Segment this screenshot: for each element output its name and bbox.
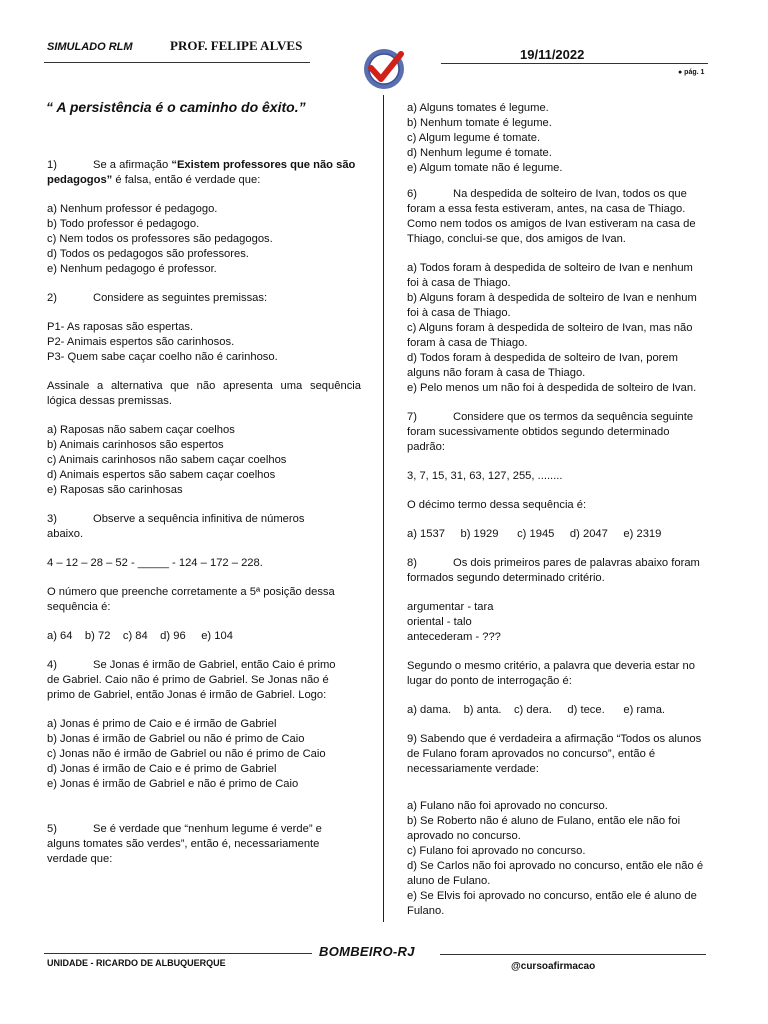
q2-premise-1: P1- As raposas são espertas. (47, 321, 194, 333)
q2-option-e: e) Raposas são carinhosas (47, 484, 183, 496)
q3-options: a) 64 b) 72 c) 84 d) 96 e) 104 (47, 630, 233, 642)
q8-prompt: Segundo o mesmo critério, a palavra que deveria estar no (407, 660, 695, 672)
q5-option-c: c) Algum legume é tomate. (407, 132, 541, 144)
q2-prompt: Assinale a alternativa que não apresenta uma sequência lógica dessas premissas. (47, 380, 361, 407)
left-column: 1) Se a afirmação “Existem professores que não são pedagogos” é falsa, então é verdade que: a) Nenhum professor é pedagogo. b) Todo professor é pedagogo. c) Nem todos os professores são pedagogos. d) Todos os pedagogos são professores. e) Nenhum pedagogo é professor. 2) Considere as seguintes premissas: P1- As raposas são espertas. P2- Animais espertos são carinhosos. P3- Quem sabe caçar coelho não é carinhoso. Assinale a alternativa que não apresenta uma sequência lógica dessas premissas. a) Raposas não sabem caçar coelhos b) Animais carinhosos são espertos c) Animais carinhosos não sabem caçar coelhos d) Animais espertos são sabem caçar coelhos e) Raposas são carinhosas 3) Observe a sequência infinitiva de números abaixo. 4 – 12 – 28 – 52 - _____ - 124 – 172 – 228. O número que preenche corretamente a 5ª posição dessa sequência é: a) 64 b) 72 c) 84 d) 96 e) 104 4) Se Jonas é irmão de Gabriel, então Caio é primo de Gabriel. Caio não é primo de Gabriel. Se Jonas não é primo de Gabriel, então Jonas é irmão de Gabriel. Logo: a) Jonas é primo de Caio e é irmão de Gabriel b) Jonas é irmão de Gabriel ou não é primo de Caio c) Jonas não é irmão de Gabriel ou não é primo de Caio d) Jonas é irmão de Caio e é primo de Gabriel e) Jonas é irmão de Gabriel e não é primo de Caio 5) Se é verdade que “nenhum legume é verde” e alguns tomates são verdes”, então é, necessariamente verdade que: (47, 159, 361, 865)
q8-pair-2: oriental - talo (407, 616, 472, 628)
q7-prompt: O décimo termo dessa sequência é: (407, 499, 587, 511)
q2-option-d: d) Animais espertos são sabem caçar coelhos (47, 469, 276, 481)
q6-option-a: a) Todos foram à despedida de solteiro de Ivan e nenhum (407, 262, 693, 274)
q8-pair-3: antecederam - ??? (407, 631, 501, 643)
footer-course-title: BOMBEIRO-RJ (319, 944, 415, 959)
question-1: 1) Se a afirmação “Existem professores que não são (47, 159, 356, 171)
question-2: 2) Considere as seguintes premissas: (47, 292, 268, 304)
q9-option-e: e) Se Elvis foi aprovado no concurso, então ele é aluno de (407, 890, 697, 902)
q9-option-c: c) Fulano foi aprovado no concurso. (407, 845, 586, 857)
header-rule-left (44, 62, 310, 63)
course-logo-icon (361, 46, 407, 92)
page-number: ● pág. 1 (678, 69, 705, 76)
question-5: 5) Se é verdade que “nenhum legume é verde” e (47, 823, 322, 835)
footer-rule-right (440, 954, 706, 955)
q5-option-e: e) Algum tomate não é legume. (407, 162, 563, 174)
q5-option-d: d) Nenhum legume é tomate. (407, 147, 552, 159)
simulado-label: SIMULADO RLM (47, 41, 133, 53)
q6-option-e: e) Pelo menos um não foi à despedida de solteiro de Ivan. (407, 382, 697, 394)
q5-option-a: a) Alguns tomates é legume. (407, 102, 549, 114)
q4-option-d: d) Jonas é irmão de Caio e é primo de Gabriel (47, 763, 277, 775)
footer-social-handle: @cursoafirmacao (511, 961, 596, 972)
right-column: a) Alguns tomates é legume. b) Nenhum tomate é legume. c) Algum legume é tomate. d) Nenhum legume é tomate. e) Algum tomate não é legume. 6) Na despedida de solteiro de Ivan, todos os que foram a essa festa estiveram, antes, na casa de Thiago. Como nem todos os amigos de Ivan estiveram na casa de Thiago, conclui-se que, dos amigos de Ivan. a) Todos foram à despedida de solteiro de Ivan e nenhum foi à casa de Thiago. b) Alguns foram à despedida de solteiro de Ivan e nenhum foi à casa de Thiago. c) Alguns foram à despedida de solteiro de Ivan, mas não foram à casa de Thiago. d) Todos foram à despedida de solteiro de Ivan, porem alguns não foram à casa de Thiago. e) Pelo menos um não foi à despedida de solteiro de Ivan. 7) Considere que os termos da sequência seguinte foram sucessivamente obtidos segundo determinado padrão: 3, 7, 15, 31, 63, 127, 255, ........ O décimo termo dessa sequência é: a) 1537 b) 1929 c) 1945 d) 2047 e) 2319 8) Os dois primeiros pares de palavras abaixo foram formados segundo determinado critério. argumentar - tara oriental - talo antecederam - ??? Segundo o mesmo critério, a palavra que deveria estar no lugar do ponto de interrogação é: a) dama. b) anta. c) dera. d) tece. e) rama. 9) Sabendo que é verdadeira a afirmação “Todos os alunos de Fulano foram aprovados no concurso”, então é necessariamente verdade: a) Fulano não foi aprovado no concurso. b) Se Roberto não é aluno de Fulano, então ele não foi aprovado no concurso. c) Fulano foi aprovado no concurso. d) Se Carlos não foi aprovado no concurso, então ele não é aluno de Fulano. e) Se Elvis foi aprovado no concurso, então ele é aluno de Fulano. (407, 101, 714, 919)
q2-option-b: b) Animais carinhosos são espertos (47, 439, 224, 451)
q7-sequence: 3, 7, 15, 31, 63, 127, 255, ........ (407, 470, 563, 482)
q4-option-c: c) Jonas não é irmão de Gabriel ou não é primo de Caio (47, 748, 326, 760)
q4-option-e: e) Jonas é irmão de Gabriel e não é primo de Caio (47, 778, 299, 790)
q4-option-a: a) Jonas é primo de Caio e é irmão de Gabriel (47, 718, 277, 730)
q8-pair-1: argumentar - tara (407, 601, 494, 613)
q8-options: a) dama. b) anta. c) dera. d) tece. e) rama. (407, 704, 666, 716)
question-8: 8) Os dois primeiros pares de palavras abaixo foram (407, 557, 700, 569)
question-6: 6) Na despedida de solteiro de Ivan, todos os que (407, 188, 687, 200)
footer-unit: UNIDADE - RICARDO DE ALBUQUERQUE (47, 958, 226, 968)
header-rule-right (441, 63, 708, 64)
q1-option-d: d) Todos os pedagogos são professores. (47, 248, 249, 260)
column-divider (383, 95, 384, 922)
exam-date: 19/11/2022 (520, 47, 585, 62)
q6-option-d: d) Todos foram à despedida de solteiro de Ivan, porem (407, 352, 678, 364)
q1-option-c: c) Nem todos os professores são pedagogos. (47, 233, 273, 245)
q4-option-b: b) Jonas é irmão de Gabriel ou não é primo de Caio (47, 733, 305, 745)
q9-option-a: a) Fulano não foi aprovado no concurso. (407, 800, 608, 812)
motto-quote: “ A persistência é o caminho do êxito.” (46, 99, 306, 115)
q3-sequence: 4 – 12 – 28 – 52 - _____ - 124 – 172 – 228. (47, 557, 263, 569)
q6-option-b: b) Alguns foram à despedida de solteiro de Ivan e nenhum (407, 292, 697, 304)
q2-premise-2: P2- Animais espertos são carinhosos. (47, 336, 235, 348)
q3-prompt: O número que preenche corretamente a 5ª posição dessa (47, 586, 335, 598)
q5-option-b: b) Nenhum tomate é legume. (407, 117, 552, 129)
q2-premise-3: P3- Quem sabe caçar coelho não é carinhoso. (47, 351, 278, 363)
question-9: 9) Sabendo que é verdadeira a afirmação “Todos os alunos (407, 733, 702, 745)
q1-option-e: e) Nenhum pedagogo é professor. (47, 263, 217, 275)
question-3: 3) Observe a sequência infinitiva de números (47, 513, 305, 525)
professor-name: PROF. FELIPE ALVES (170, 38, 303, 53)
q2-option-a: a) Raposas não sabem caçar coelhos (47, 424, 235, 436)
q9-option-d: d) Se Carlos não foi aprovado no concurso, então ele não é (407, 860, 704, 872)
q1-option-b: b) Todo professor é pedagogo. (47, 218, 200, 230)
q1-option-a: a) Nenhum professor é pedagogo. (47, 203, 218, 215)
question-7: 7) Considere que os termos da sequência seguinte (407, 411, 694, 423)
q6-option-c: c) Alguns foram à despedida de solteiro de Ivan, mas não (407, 322, 693, 334)
q2-option-c: c) Animais carinhosos não sabem caçar coelhos (47, 454, 287, 466)
q9-option-b: b) Se Roberto não é aluno de Fulano, então ele não foi (407, 815, 681, 827)
footer-rule-left (44, 953, 312, 954)
q7-options: a) 1537 b) 1929 c) 1945 d) 2047 e) 2319 (407, 528, 662, 540)
question-4: 4) Se Jonas é irmão de Gabriel, então Caio é primo (47, 659, 336, 671)
